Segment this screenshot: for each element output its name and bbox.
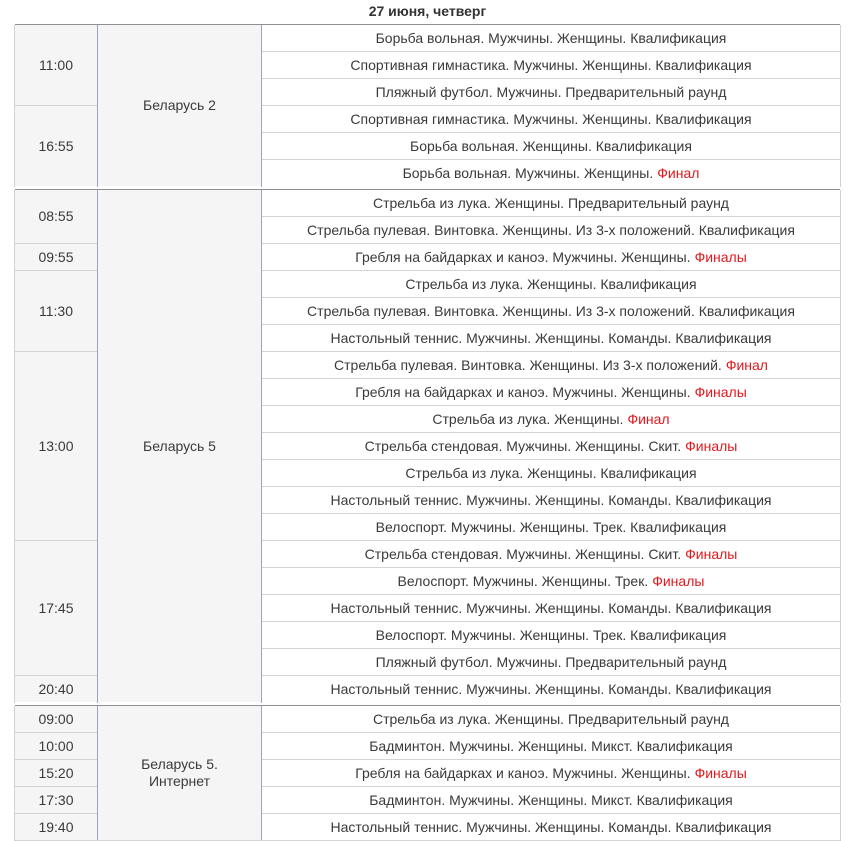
event-row <box>262 568 840 594</box>
event-title: Стрельба пулевая. Винтовка. Женщины. Из 3-х положений. Квалификация <box>307 221 795 238</box>
event-title: Пляжный футбол. Мужчины. Предварительный раунд <box>375 83 727 100</box>
time-cell: 16:55 <box>15 106 97 186</box>
time-cell: 11:00 <box>15 25 97 105</box>
column-divider <box>261 190 262 703</box>
time-cell: 17:30 <box>15 787 97 813</box>
final-badge: Финалы <box>694 248 747 265</box>
event-row <box>262 106 840 132</box>
event-title: Гребля на байдарках и каноэ. Мужчины. Женщины. <box>355 248 691 265</box>
event-title: Стрельба из лука. Женщины. Квалификация <box>405 464 697 481</box>
row-divider <box>15 759 97 760</box>
row-divider <box>15 675 97 676</box>
channel-cell: Беларусь 5. Интернет <box>98 706 261 840</box>
time-cell: 19:40 <box>15 814 97 840</box>
row-divider <box>15 270 97 271</box>
final-badge: Финалы <box>685 545 738 562</box>
row-divider <box>15 243 97 244</box>
event-row <box>262 160 840 186</box>
event-title: Велоспорт. Мужчины. Женщины. Трек. Квалификация <box>375 626 727 643</box>
time-cell: 10:00 <box>15 733 97 759</box>
event-row <box>262 52 840 78</box>
event-title: Настольный теннис. Мужчины. Женщины. Команды. Квалификация <box>330 491 772 508</box>
event-title: Пляжный футбол. Мужчины. Предварительный раунд <box>375 653 727 670</box>
event-row <box>262 325 840 351</box>
event-row <box>262 352 840 378</box>
event-title: Велоспорт. Мужчины. Женщины. Трек. Квалификация <box>375 518 727 535</box>
event-title: Настольный теннис. Мужчины. Женщины. Команды. Квалификация <box>330 818 772 835</box>
event-title: Борьба вольная. Мужчины. Женщины. Квалификация <box>375 29 727 46</box>
time-cell: 13:00 <box>15 352 97 540</box>
event-row <box>262 814 840 840</box>
day-title: 27 июня, четверг <box>368 3 487 19</box>
final-badge: Финалы <box>694 383 747 400</box>
event-row <box>262 595 840 621</box>
event-title: Бадминтон. Мужчины. Женщины. Микст. Квалификация <box>369 791 733 808</box>
event-title: Гребля на байдарках и каноэ. Мужчины. Женщины. <box>355 764 691 781</box>
column-divider <box>261 706 262 841</box>
table-border <box>14 706 15 841</box>
final-badge: Финалы <box>685 437 738 454</box>
event-title: Стрельба стендовая. Мужчины. Женщины. Скит. <box>364 545 682 562</box>
table-border <box>840 190 841 703</box>
time-cell: 09:55 <box>15 244 97 270</box>
time-cell: 17:45 <box>15 541 97 675</box>
event-title: Борьба вольная. Мужчины. Женщины. <box>402 164 654 181</box>
event-row <box>262 79 840 105</box>
table-border <box>840 706 841 841</box>
final-badge: Финалы <box>652 572 705 589</box>
event-title: Настольный теннис. Мужчины. Женщины. Команды. Квалификация <box>330 329 772 346</box>
event-title: Борьба вольная. Женщины. Квалификация <box>410 137 692 154</box>
event-row <box>262 622 840 648</box>
event-row <box>262 733 840 759</box>
final-badge: Финал <box>657 164 700 181</box>
channel-cell: Беларусь 5 <box>98 190 261 702</box>
time-cell: 11:30 <box>15 271 97 351</box>
event-row <box>262 760 840 786</box>
event-title: Настольный теннис. Мужчины. Женщины. Команды. Квалификация <box>330 680 772 697</box>
row-divider <box>15 351 97 352</box>
event-row <box>262 706 840 732</box>
event-row <box>262 787 840 813</box>
row-divider <box>15 813 97 814</box>
time-cell: 15:20 <box>15 760 97 786</box>
event-row <box>262 271 840 297</box>
event-row <box>262 190 840 216</box>
event-row <box>262 460 840 486</box>
event-title: Стрельба пулевая. Винтовка. Женщины. Из 3-х положений. Квалификация <box>307 302 795 319</box>
event-row <box>262 649 840 675</box>
final-badge: Финалы <box>694 764 747 781</box>
table-border <box>14 25 15 187</box>
event-title: Стрельба стендовая. Мужчины. Женщины. Скит. <box>364 437 682 454</box>
final-badge: Финал <box>627 410 670 427</box>
time-cell: 20:40 <box>15 676 97 702</box>
channel-cell: Беларусь 2 <box>98 25 261 186</box>
column-divider <box>97 706 98 841</box>
event-row <box>262 514 840 540</box>
event-title: Бадминтон. Мужчины. Женщины. Микст. Квалификация <box>369 737 733 754</box>
event-title: Стрельба из лука. Женщины. Предварительный раунд <box>373 710 729 727</box>
event-row <box>262 244 840 270</box>
row-divider <box>15 105 97 106</box>
event-row <box>262 541 840 567</box>
time-cell: 08:55 <box>15 190 97 243</box>
event-title: Настольный теннис. Мужчины. Женщины. Команды. Квалификация <box>330 599 772 616</box>
row-divider <box>15 732 97 733</box>
event-row <box>262 25 840 51</box>
event-row <box>262 487 840 513</box>
column-divider <box>97 25 98 187</box>
table-border <box>840 25 841 187</box>
event-title: Спортивная гимнастика. Мужчины. Женщины. Квалификация <box>350 56 752 73</box>
event-row <box>262 133 840 159</box>
table-border <box>14 190 15 703</box>
event-title: Спортивная гимнастика. Мужчины. Женщины. Квалификация <box>350 110 752 127</box>
event-title: Стрельба пулевая. Винтовка. Женщины. Из 3-х положений. <box>334 356 722 373</box>
event-title: Велоспорт. Мужчины. Женщины. Трек. <box>397 572 649 589</box>
row-divider <box>15 786 97 787</box>
time-cell: 09:00 <box>15 706 97 732</box>
event-title: Стрельба из лука. Женщины. Предварительный раунд <box>373 194 729 211</box>
event-row <box>262 676 840 702</box>
event-row <box>262 298 840 324</box>
event-title: Гребля на байдарках и каноэ. Мужчины. Женщины. <box>355 383 691 400</box>
event-title: Стрельба из лука. Женщины. Квалификация <box>405 275 697 292</box>
event-row <box>262 379 840 405</box>
column-divider <box>261 25 262 187</box>
column-divider <box>97 190 98 703</box>
row-divider <box>15 540 97 541</box>
final-badge: Финал <box>725 356 768 373</box>
event-title: Стрельба из лука. Женщины. <box>432 410 624 427</box>
event-row <box>262 433 840 459</box>
event-row <box>262 217 840 243</box>
event-row <box>262 406 840 432</box>
